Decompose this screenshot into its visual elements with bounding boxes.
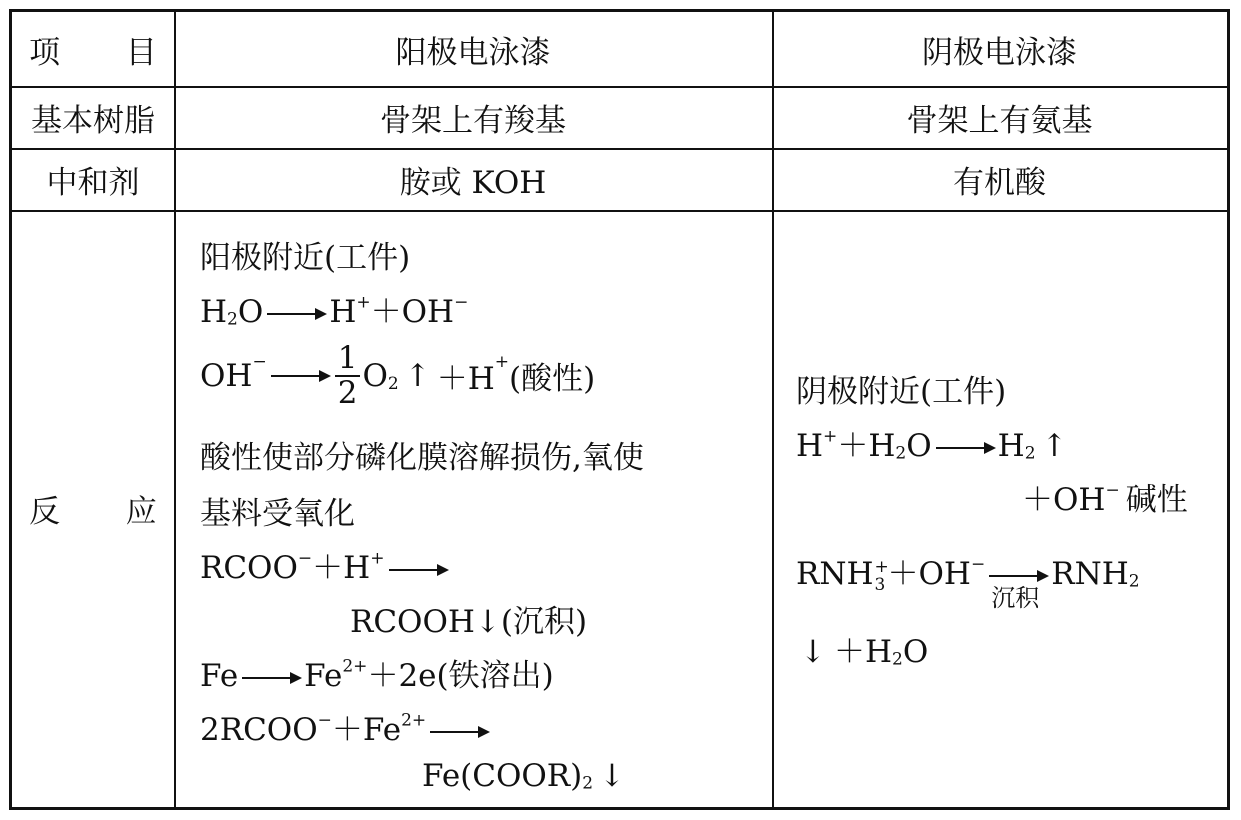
row-label-neutralizer (12, 148, 174, 210)
subscript: 2 (1128, 571, 1140, 592)
formula-text: O (237, 294, 264, 330)
formula-text: O (362, 357, 388, 394)
formula-text: H (329, 294, 357, 330)
numerator: 1 (335, 342, 361, 377)
reaction-arrow-icon (267, 313, 325, 315)
formula-text: ＋Fe (331, 712, 402, 748)
cell-text: 骨架上有羧基 (380, 102, 566, 139)
anodic-equation-1 (200, 286, 468, 331)
formula-text: RCOOH↓(沉积) (350, 604, 588, 640)
cell-anodic-neutralizer (174, 148, 772, 210)
formula-text: H (997, 428, 1025, 464)
subscript: 2 (892, 649, 903, 670)
superscript: + (823, 426, 838, 447)
cell-cathodic-neutralizer (772, 148, 1227, 210)
reaction-arrow-icon (242, 677, 300, 679)
cathodic-equation-1 (796, 420, 1068, 465)
formula-text: O (902, 634, 929, 670)
note-text: 碱性 (1125, 482, 1188, 518)
formula-text: ＋H (833, 634, 893, 670)
header-item (12, 12, 185, 86)
up-arrow-icon: ↑ (1041, 428, 1068, 464)
formula-text: RCOO (200, 550, 298, 586)
subscript: 2 (582, 773, 594, 794)
note-text: (酸性) (509, 361, 596, 398)
row-label-text: 基本树脂 (31, 102, 155, 139)
arrow-with-note (985, 556, 1051, 612)
formula-text: RNH (796, 556, 874, 592)
formula-text: Fe (200, 658, 239, 694)
anodic-equation-5 (200, 704, 492, 749)
cathodic-heading (796, 366, 1006, 411)
down-arrow-icon: ↓ (599, 758, 626, 794)
anodic-equation-2: OH − $\frac{1}{2}$ O $_2$ ↑ ＋H + (酸性) (200, 340, 596, 411)
cell-anodic-resin (174, 86, 772, 148)
formula-text: ＋OH (370, 294, 455, 330)
cell-text: 有机酸 (953, 164, 1046, 201)
formula-text: ＋H (312, 550, 371, 586)
reaction-arrow-icon (389, 569, 447, 571)
superscript: + (874, 557, 889, 577)
cell-text: 胺或 KOH (399, 164, 547, 201)
row-divider (12, 210, 1227, 212)
anodic-text-2 (200, 488, 355, 533)
formula-text: ＋OH (887, 556, 971, 592)
row-label-text: 中和剂 (46, 164, 140, 201)
formula-text: 2RCOO (200, 712, 318, 748)
arrow-note-text: 沉积 (991, 584, 1040, 612)
formula-text: H (796, 428, 824, 464)
heading-text: 阴极附近(工件) (796, 374, 1007, 410)
formula-text: H (200, 294, 228, 330)
cathodic-equation-2 (796, 548, 1140, 612)
sub-sup-stack (874, 557, 889, 595)
formula-text: ＋H (837, 428, 896, 464)
reaction-arrow-icon (271, 375, 329, 377)
formula-text: ＋OH (1022, 482, 1106, 518)
header-anodic (174, 12, 772, 86)
up-arrow-icon: ↑ (404, 357, 431, 394)
header-item-label: 项 目 (29, 34, 185, 71)
cell-text: 骨架上有氨基 (906, 102, 1093, 139)
header-anodic-label: 阳极电泳漆 (395, 34, 551, 71)
row-label-reaction (12, 210, 185, 807)
anodic-heading (200, 232, 410, 277)
reaction-arrow-icon (989, 575, 1047, 577)
formula-text: RNH (1051, 556, 1129, 592)
formula-text: O (906, 428, 932, 464)
subscript: 2 (895, 443, 907, 464)
formula-text: Fe(COOR) (422, 758, 583, 794)
formula-text: ＋2e(铁溶出) (367, 658, 554, 694)
header-cathodic (772, 12, 1227, 86)
superscript: − (454, 292, 469, 313)
superscript: − (970, 554, 986, 575)
anodic-equation-5b (422, 758, 625, 794)
comparison-table (9, 9, 1230, 810)
anodic-equation-3 (200, 542, 451, 587)
reaction-arrow-icon (430, 731, 488, 733)
anodic-equation-3b (350, 596, 587, 641)
formula-text: ＋H (436, 361, 495, 398)
superscript: + (356, 292, 371, 313)
superscript: 2+ (342, 656, 368, 677)
superscript: − (297, 548, 313, 569)
cathodic-equation-1b (1022, 474, 1188, 519)
subscript: 2 (227, 309, 238, 330)
denominator: 2 (337, 374, 358, 411)
subscript: 2 (1024, 443, 1036, 464)
formula-text: OH (200, 357, 253, 394)
superscript: − (317, 710, 332, 731)
heading-text: 阳极附近(工件) (200, 240, 411, 276)
body-text: 酸性使部分磷化膜溶解损伤,氧使 (200, 440, 644, 476)
formula-text: Fe (304, 658, 343, 694)
cell-cathodic-resin (772, 86, 1227, 148)
superscript: − (1105, 480, 1120, 501)
anodic-equation-4 (200, 650, 554, 695)
body-text: 基料受氧化 (200, 496, 355, 532)
superscript: 2+ (401, 710, 427, 731)
header-cathodic-label: 阴极电泳漆 (922, 34, 1077, 71)
row-label-resin (12, 86, 174, 148)
fraction (335, 342, 361, 409)
down-arrow-icon: ↓ (800, 634, 826, 670)
anodic-text-1 (200, 432, 644, 477)
cathodic-equation-2b (800, 626, 928, 671)
subscript: 3 (874, 575, 886, 595)
reaction-arrow-icon (936, 447, 994, 449)
superscript: + (370, 548, 385, 569)
row-label-text: 反 应 (29, 494, 185, 530)
